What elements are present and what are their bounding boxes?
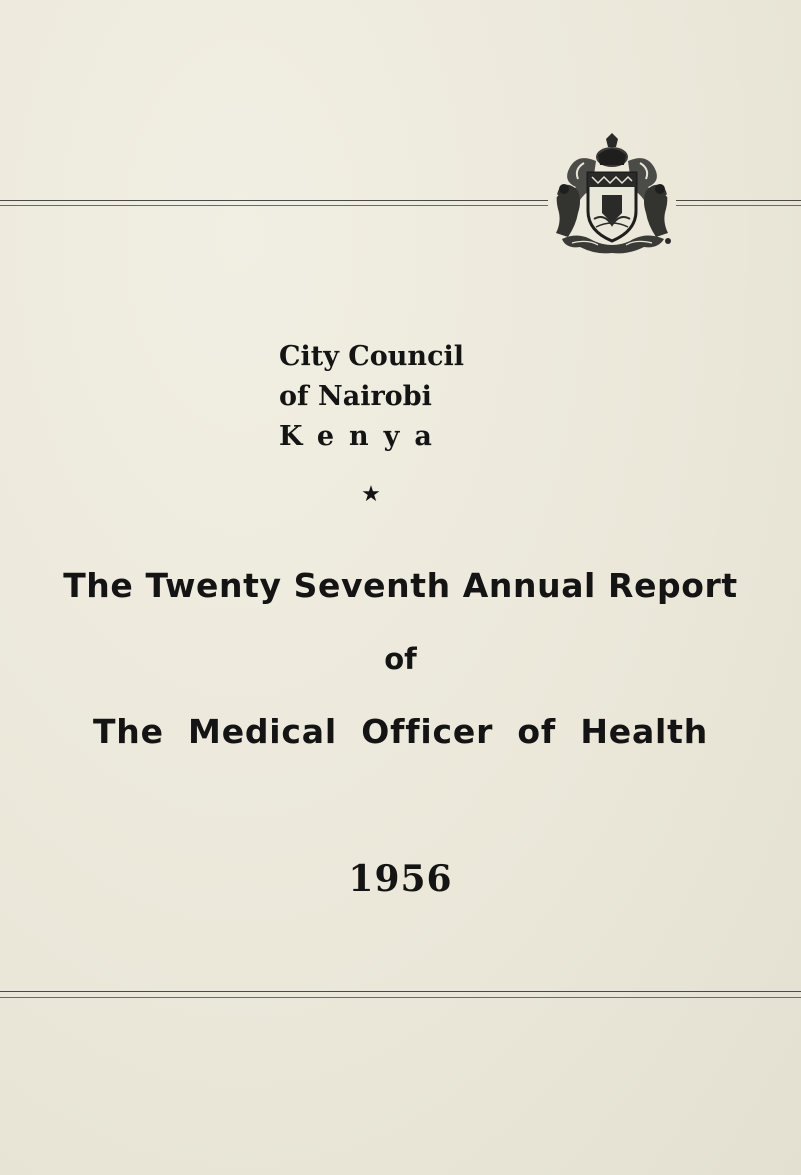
top-rule-right-2: [676, 205, 801, 206]
report-year: 1956: [348, 858, 453, 900]
council-line-2: of Nairobi: [279, 381, 432, 412]
report-title-line-1: The Twenty Seventh Annual Report: [63, 566, 738, 605]
star-ornament-icon: ★: [361, 482, 381, 507]
report-title-line-2: of: [384, 642, 417, 676]
bottom-rule-2: [0, 997, 801, 998]
bottom-rule-1: [0, 991, 801, 992]
council-line-1: City Council: [279, 341, 465, 372]
coat-of-arms-icon: [548, 133, 676, 263]
top-rule-right-1: [676, 200, 801, 201]
report-title-line-3: The Medical Officer of Health: [92, 712, 708, 751]
council-line-3: Kenya: [279, 421, 447, 452]
top-rule-left-2: [0, 205, 548, 206]
council-name-block: [279, 337, 539, 457]
top-rule-left-1: [0, 200, 548, 201]
